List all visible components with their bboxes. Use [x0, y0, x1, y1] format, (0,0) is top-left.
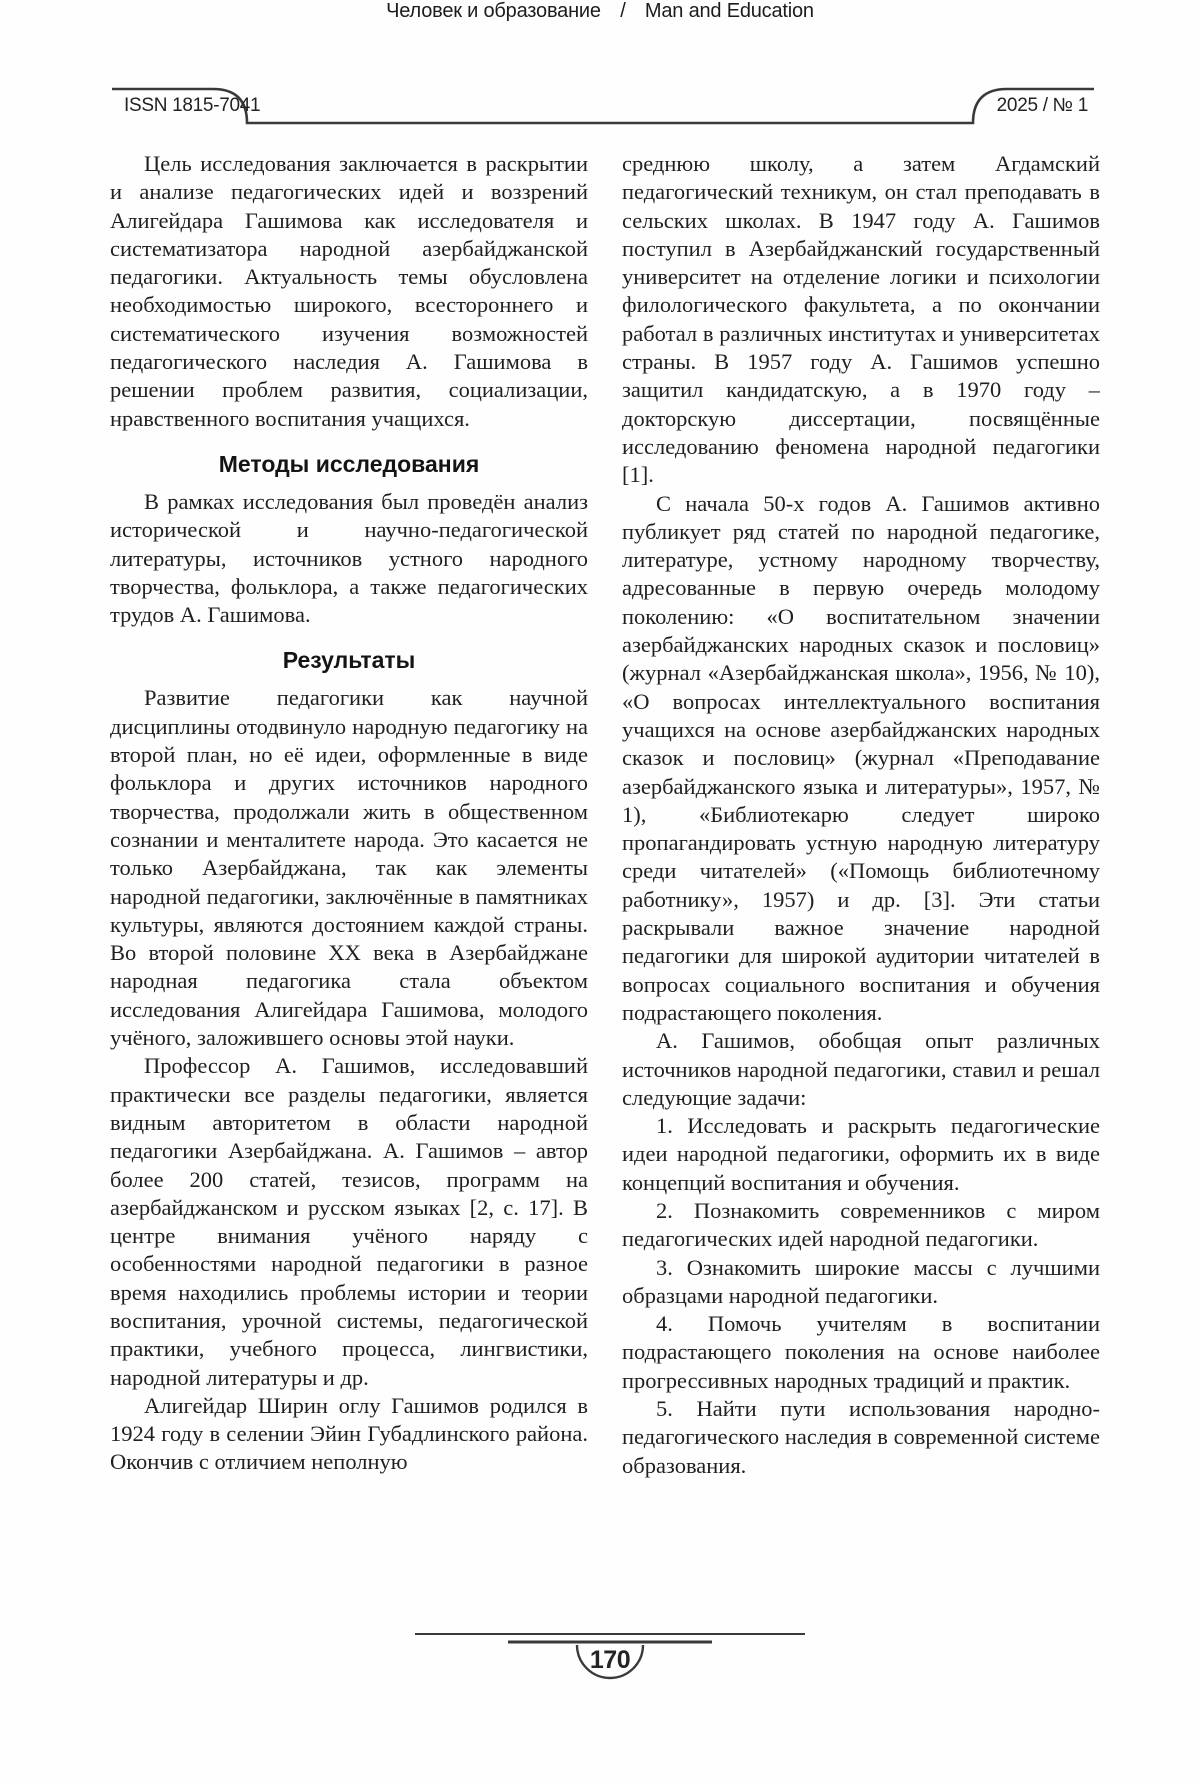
list-item-task-4: 4. Помочь учителям в воспитании подрастающего поколения на основе наиболее прогрессивных народных традиций и практик.: [622, 1311, 1100, 1393]
list-item-task-2: 2. Познакомить современников с миром педагогических идей народной педагогики.: [622, 1197, 1100, 1252]
paragraph-aim: Цель исследования заключается в раскрытии и анализе педагогических идей и воззрений Алигейдара Гашимова как исследователя и систематизатора народной азербайджанской педагогики. Актуальность темы обусловлена необходимостью широкого, всестороннего и систематического изучения возможностей педагогического наследия А. Гашимова в решении проблем развития, социализации, нравственного воспитания учащихся.: [110, 151, 588, 431]
page-number: 170: [589, 1646, 631, 1674]
right-column: [622, 150, 1100, 1628]
journal-title-ru: Человек и образование: [386, 0, 601, 22]
article-body: [110, 150, 1100, 1628]
list-item-task-5: 5. Найти пути использования народно-педагогического наследия в современной системе образования.: [622, 1396, 1100, 1478]
section-heading-methods: Методы исследования: [218, 450, 480, 477]
paragraph-methods: В рамках исследования был проведён анализ исторической и научно-педагогической литературы, источников устного народного творчества, фольклора, а также педагогических трудов А. Гашимова.: [110, 488, 588, 628]
paragraph-tasks-intro: А. Гашимов, обобщая опыт различных источников народной педагогики, ставил и решал следующие задачи:: [622, 1028, 1100, 1110]
title-separator: /: [620, 0, 626, 22]
journal-title-en: Man and Education: [644, 0, 814, 22]
list-item-task-1: 1. Исследовать и раскрыть педагогические идеи народной педагогики, оформить их в виде концепций воспитания и обучения.: [622, 1113, 1100, 1195]
list-item-task-3: 3. Ознакомить широкие массы с лучшими образцами народной педагогики.: [622, 1254, 1100, 1308]
left-column: [110, 150, 588, 1628]
issue-label: 2025 / № 1: [996, 95, 1088, 116]
paragraph-publications: С начала 50-х годов А. Гашимов активно публикует ряд статей по народной педагогике, литературе, устному народному творчеству, адресованные в первую очередь молодому поколению: «О воспитательном значении азербайджанских народных сказок и пословиц» (журнал «Азербайджанская школа», 1956, № 10), «О вопросах интеллектуального воспитания учащихся на основе азербайджанских народных сказок и пословиц» (журнал «Преподавание азербайджанского языка и литературы», 1957, № 1), «Библиотекарю следует широко пропагандировать устную народную литературу среди читателей» («Помощь библиотечному работнику», 1957) и др. [3]. Эти статьи раскрывали важное значение народной педагогики для широкой аудитории читателей в вопросах социального воспитания и обучения подрастающего поколения.: [622, 490, 1100, 1025]
paragraph-biography-continued: среднюю школу, а затем Агдамский педагогический техникум, он стал преподавать в сельских школах. В 1947 году А. Гашимов поступил в Азербайджанский государственный университет на отделение логики и психологии филологического факультета, а по окончании работал в различных институтах и университетах страны. В 1957 году А. Гашимов успешно защитил кандидатскую, а в 1970 году – докторскую диссертации, посвящённые исследованию феномена народной педагогики [1].: [622, 151, 1100, 488]
section-heading-results: Результаты: [282, 647, 416, 674]
paragraph-biography-start: Алигейдар Ширин оглу Гашимов родился в 1924 году в селении Эйин Губадлинского района. Окончив с отличием неполную: [110, 1392, 588, 1475]
header-rule: [0, 0, 1200, 140]
paragraph-results-1: Развитие педагогики как научной дисциплины отодвинуло народную педагогику на второй план, но её идеи, оформленные в виде фольклора и других источников народного творчества, продолжали жить в общественном сознании и менталитете народа. Это касается не только Азербайджана, так как элементы народной педагогики, заключённые в памятниках культуры, являются достоянием каждой страны. Во второй половине XX века в Азербайджане народная педагогика стала объектом исследования Алигейдара Гашимова, молодого учёного, заложившего основы этой науки.: [110, 685, 588, 1051]
paragraph-results-2: Профессор А. Гашимов, исследовавший практически все разделы педагогики, является видным авторитетом в области народной педагогики Азербайджана. А. Гашимов – автор более 200 статей, тезисов, программ на азербайджанском и русском языках [2, с. 17]. В центре внимания учёного наряду с особенностями народной педагогики в разное время находились проблемы истории и теории воспитания, урочной системы, педагогической практики, учебного процесса, лингвистики, народной литературы и др.: [110, 1053, 588, 1390]
issn-label: ISSN 1815-7041: [124, 95, 261, 116]
